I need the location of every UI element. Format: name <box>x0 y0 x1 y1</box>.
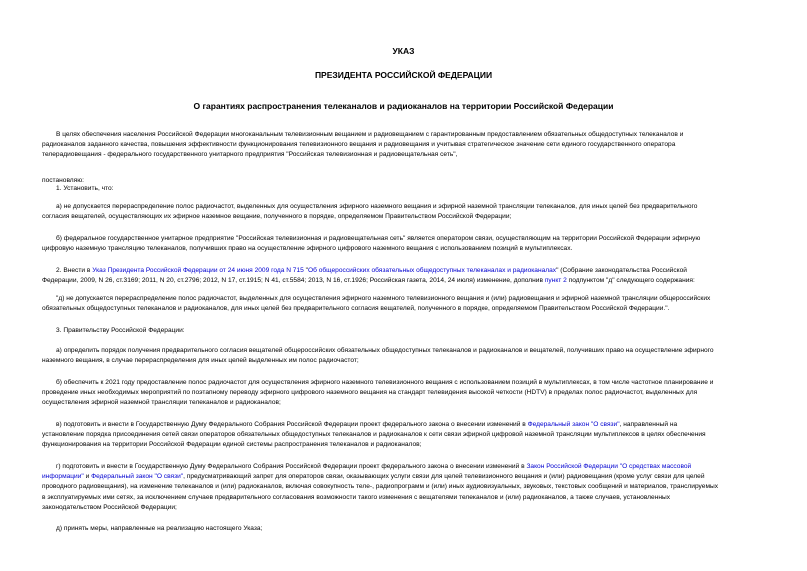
item1a-paragraph <box>42 202 770 222</box>
text-run: 2. Внести в <box>56 267 93 274</box>
text-line: в эксплуатируемых ими сетях, за исключением случаев предварительного согласования возможности такого изменения с вещателями телеканалов и (или) радиоканалов, а также случаев, установленных <box>42 493 671 501</box>
decree-subtitle: О гарантиях распространения телеканалов и радиоканалов на территории Российской Федерации <box>193 101 614 111</box>
text-line: б) федеральное государственное унитарное предприятие "Российская телевизионная и радиовещательная сеть" является оператором связи, осуществляющим на территории Российской Федерации эфирную <box>56 235 701 242</box>
text-line <box>42 472 770 482</box>
text-line: законодательством Российской Федерации; <box>42 503 177 511</box>
item1-heading: 1. Установить, что: <box>56 185 114 192</box>
text-run: Федерации, 2009, N 26, ст.3169; 2011, N 20, ст.2796; 2012, N 17, ст.1915; N 41, ст.5584; 2013, N 16, ст.1926; Российская газета, 2014, 24 июля) изменение, дополнив <box>42 277 545 285</box>
decree-715-link[interactable]: Указ Президента Российской Федерации от 24 июня 2009 года N 715 <box>92 267 304 274</box>
text-line: функционирования на территории Российской Федерации единой системы распространения телеканалов и радиоканалов; <box>42 441 422 449</box>
decree-word: постановляю: <box>42 177 85 184</box>
text-line: а) определить порядок получения предварительного согласия вещателей общероссийских обязательных общедоступных телеканалов и радиоканалов и вещателей, получивших право на осуществление эфирного <box>56 347 714 354</box>
communications-law-link-2[interactable]: Федеральный закон "О связи" <box>91 473 184 481</box>
text-line: радиоканалов заданного качества, повышения эффективности функционирования телевизионного вещания и радиовещания и учитывая стратегическое значение сети единого государственного оператора <box>42 141 676 149</box>
text-line: б) обеспечить к 2021 году предоставление полос радиочастот для осуществления эфирного наземного телевизионного вещания с использованием позиций в мультиплексах, в том числе частотное планирование и <box>56 379 714 386</box>
text-line: обязательных общедоступных телеканалов и радиоканалов, для иных целей без предварительного согласия вещателей, полученного в порядке, определяемом Правительством Российской Федерации.". <box>42 305 670 313</box>
decree-title-link[interactable]: Об общероссийских обязательных общедоступных телеканалах и радиоканалах <box>307 267 557 274</box>
text-line: В целях обеспечения населения Российской Федерации многоканальным телевизионным вещанием и радиовещанием с гарантированным предоставлением обязательных общедоступных телеканалов и <box>56 131 684 138</box>
text-run: и <box>83 473 92 481</box>
text-line: цифровую наземную трансляцию телеканалов, получивших право на осуществление эфирного цифрового наземного вещания с использованием позиций в мультиплексах. <box>42 245 573 253</box>
text-line: а) не допускается перераспределение полос радиочастот, выделенных для осуществления эфирного наземного вещания и эфирной наземной трансляции телеканалов, для иных целей без предварительного <box>56 203 698 210</box>
text-run: , предусматривающий запрет для операторов связи, оказывающих услуги связи для целей телевизионного вещания и (или) радиовещания (кроме услуг связи для целей <box>183 473 705 481</box>
text-line: наземного вещания, в случае перераспределения для иных целей выделенных им полос радиочастот; <box>42 357 359 365</box>
text-line: согласия вещателей, осуществляющих их эфирное наземное вещание, полученного в порядке, определяемом Правительством Российской Федерации; <box>42 213 512 221</box>
text-line <box>42 266 770 276</box>
item2-paragraph <box>42 266 770 286</box>
item3a-paragraph <box>42 346 770 366</box>
text-line: телерадиовещания - федерального государственного унитарного предприятия "Российская телевизионная и радиовещательная сеть", <box>42 151 458 159</box>
text-run: г) подготовить и внести в Государственную Думу Федерального Собрания Российской Федерации проект федерального закона о внесении изменений в <box>56 463 527 470</box>
item3b-paragraph <box>42 378 770 409</box>
decree-heading: УКАЗ <box>392 46 415 56</box>
item3d-paragraph: д) принять меры, направленные на реализацию настоящего Указа; <box>56 525 263 532</box>
text-line: установление порядка присоединения сетей связи операторов обязательных общедоступных телеканалов и радиоканалов к сети связи эфирной цифровой наземной трансляции мультиплексов в целях обеспечения <box>42 431 706 439</box>
text-run: " <box>303 267 308 274</box>
text-run: в) подготовить и внести в Государственную Думу Федерального Собрания Российской Федерации проект федерального закона о внесении изменений в <box>56 421 528 428</box>
item3v-paragraph <box>42 420 770 451</box>
text-run: " (Собрание законодательства Российской <box>556 267 687 274</box>
text-line: "д) не допускается перераспределение полос радиочастот, выделенных для осуществления эфирного наземного телевизионного вещания и (или) радиовещания и эфирной наземной трансляции общероссийских <box>56 295 711 302</box>
item3-heading: 3. Правительству Российской Федерации: <box>56 327 185 334</box>
text-line: проводного радиовещания), на изменение телеканалов и (или) радиоканалов, включая совокупность теле-, радиопрограмм и (или) иных аудиовизуальных, звуковых, текстовых сообщений и материалов, транслируемых <box>42 483 719 491</box>
communications-law-link[interactable]: Федеральный закон "О связи" <box>527 421 620 428</box>
item-2-link[interactable]: пункт 2 <box>544 277 567 285</box>
text-line: осуществления эфирной наземной трансляции телеканалов и радиоканалов; <box>42 399 281 407</box>
intro-paragraph <box>42 130 770 161</box>
item3g-paragraph <box>42 462 770 513</box>
text-run: подпунктом "д" следующего содержания: <box>566 277 695 285</box>
item2-quote-paragraph <box>42 294 770 314</box>
mass-media-law-link-continued[interactable]: информации" <box>42 473 84 481</box>
decree-authority: ПРЕЗИДЕНТА РОССИЙСКОЙ ФЕДЕРАЦИИ <box>314 70 493 80</box>
mass-media-law-link[interactable]: Закон Российской Федерации "О средствах массовой <box>526 463 692 470</box>
text-line <box>42 420 770 430</box>
item1b-paragraph <box>42 234 770 254</box>
text-line <box>42 462 770 472</box>
text-line <box>42 276 770 286</box>
text-line: проведение иных необходимых мероприятий по поэтапному переводу эфирного цифрового наземного вещания на стандарт телевидения высокой четкости (HDTV) в пределах полос радиочастот, выделенных для <box>42 389 698 397</box>
text-run: , направленный на <box>619 421 678 428</box>
